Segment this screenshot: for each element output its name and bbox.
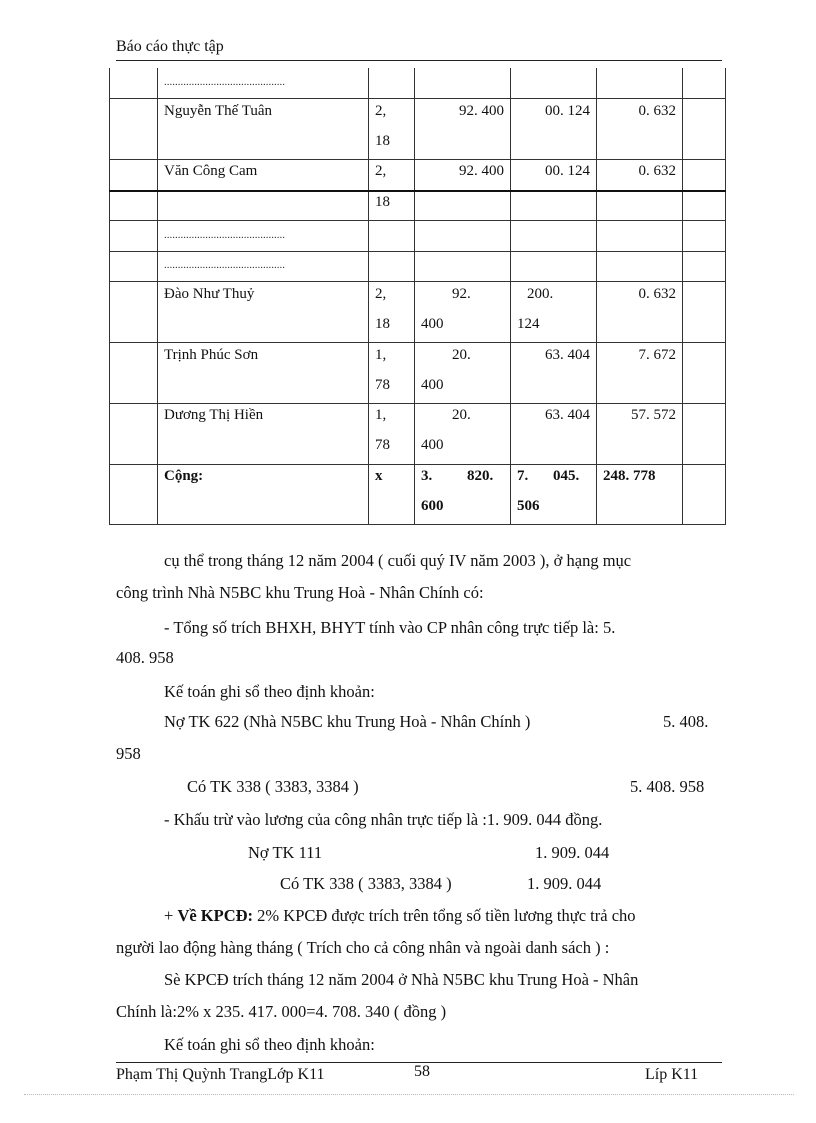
table-total-cell: 3. — [421, 468, 433, 484]
table-total-cell: 506 — [517, 498, 540, 514]
table-cell: 2, — [375, 163, 387, 179]
body-line: người lao động hàng tháng ( Trích cho cả công nhân và ngoài danh sách ) : — [116, 938, 610, 957]
body-line: 958 — [116, 744, 141, 763]
table-cell-name: Văn Công Cam — [164, 163, 258, 179]
table-cell: 400 — [421, 316, 444, 332]
body-value: 1. 909. 044 — [527, 874, 602, 893]
body-line: Nợ TK 111 — [248, 843, 323, 862]
table-vline — [109, 68, 110, 525]
table-cell: 0. 632 — [638, 286, 676, 302]
body-line: Nợ TK 622 (Nhà N5BC khu Trung Hoà - Nhân Chính ) — [164, 712, 531, 731]
table-cell: 0. 632 — [638, 103, 676, 119]
table-cell: 00. 124 — [545, 163, 590, 179]
body-line: Có TK 338 ( 3383, 3384 ) — [280, 874, 452, 893]
table-dots: ............................................ — [164, 229, 285, 241]
table-total-cell: 600 — [421, 498, 444, 514]
body-text: + — [164, 906, 178, 925]
table-cell: 18 — [375, 194, 390, 210]
table-vline — [725, 68, 726, 525]
body-line: 408. 958 — [116, 648, 174, 667]
table-cell: 92. 400 — [459, 163, 504, 179]
table-cell: 92. 400 — [459, 103, 504, 119]
table-cell: 92. — [452, 286, 471, 302]
table-cell: 400 — [421, 377, 444, 393]
table-hline — [109, 251, 726, 252]
table-total-cell: 045. — [553, 468, 580, 484]
table-cell: 200. — [527, 286, 554, 302]
table-cell-name: Đào Như Thuỷ — [164, 286, 255, 302]
table-total-cell: x — [375, 468, 383, 484]
table-cell: 2, — [375, 286, 387, 302]
body-value: 5. 408. — [663, 712, 709, 731]
table-dots: ............................................ — [164, 76, 285, 88]
table-cell: 1, — [375, 347, 387, 363]
body-value: 5. 408. 958 — [630, 777, 705, 796]
body-text: 2% KPCĐ được trích trên tổng số tiền lương thực trả cho — [253, 906, 636, 925]
table-hline — [109, 190, 726, 192]
body-line: Kế toán ghi sổ theo định khoản: — [164, 682, 375, 701]
body-value: 1. 909. 044 — [535, 843, 610, 862]
table-cell: 0. 632 — [638, 163, 676, 179]
body-line: Sè KPCĐ trích tháng 12 năm 2004 ở Nhà N5BC khu Trung Hoà - Nhân — [164, 970, 639, 989]
table-cell: 00. 124 — [545, 103, 590, 119]
table-cell-name: Nguyễn Thế Tuân — [164, 103, 273, 119]
body-line: công trình Nhà N5BC khu Trung Hoà - Nhân Chính có: — [116, 583, 484, 602]
table-cell-name: Trịnh Phúc Sơn — [164, 347, 259, 363]
table-cell: 18 — [375, 133, 390, 149]
salary-table — [109, 68, 726, 525]
table-total-label: Cộng: — [164, 468, 204, 484]
table-vline — [157, 68, 158, 525]
footer-author: Phạm Thị Quỳnh TrangLớp K11 — [116, 1066, 325, 1083]
table-total-cell: 820. — [467, 468, 494, 484]
table-cell: 78 — [375, 437, 390, 453]
table-cell: 400 — [421, 437, 444, 453]
body-line: - Tổng số trích BHXH, BHYT tính vào CP nhân công trực tiếp là: 5. — [164, 618, 616, 637]
table-cell: 2, — [375, 103, 387, 119]
page-header-title: Báo cáo thực tập — [116, 38, 224, 55]
body-bold-heading: Về KPCĐ: — [177, 906, 254, 925]
page-edge — [24, 1094, 794, 1095]
table-cell: 124 — [517, 316, 540, 332]
table-cell: 63. 404 — [545, 347, 590, 363]
body-line — [164, 906, 636, 926]
body-line: Có TK 338 ( 3383, 3384 ) — [187, 777, 359, 796]
table-hline — [109, 524, 726, 525]
table-vline — [510, 68, 511, 525]
table-cell: 78 — [375, 377, 390, 393]
table-cell-name: Dương Thị Hiền — [164, 407, 264, 423]
table-hline — [109, 220, 726, 221]
table-cell: 63. 404 — [545, 407, 590, 423]
header-rule — [116, 60, 722, 61]
table-vline — [414, 68, 415, 525]
body-line: Chính là:2% x 235. 417. 000=4. 708. 340 ( đồng ) — [116, 1002, 447, 1021]
table-total-cell: 248. 778 — [603, 468, 656, 484]
table-cell: 20. — [452, 407, 471, 423]
body-line: cụ thể trong tháng 12 năm 2004 ( cuối quý IV năm 2003 ), ở hạng mục — [164, 551, 632, 570]
table-cell: 7. 672 — [638, 347, 676, 363]
table-dots: ............................................ — [164, 259, 285, 271]
table-vline — [368, 68, 369, 525]
body-line: Kế toán ghi sổ theo định khoản: — [164, 1035, 375, 1054]
body-line: - Khấu trừ vào lương của công nhân trực tiếp là :1. 909. 044 đồng. — [164, 810, 603, 829]
table-cell: 57. 572 — [631, 407, 676, 423]
table-vline — [682, 68, 683, 525]
table-cell: 1, — [375, 407, 387, 423]
table-cell: 18 — [375, 316, 390, 332]
footer-class: Líp K11 — [645, 1066, 699, 1083]
page-number: 58 — [414, 1063, 430, 1080]
table-cell: 20. — [452, 347, 471, 363]
table-total-cell: 7. — [517, 468, 529, 484]
